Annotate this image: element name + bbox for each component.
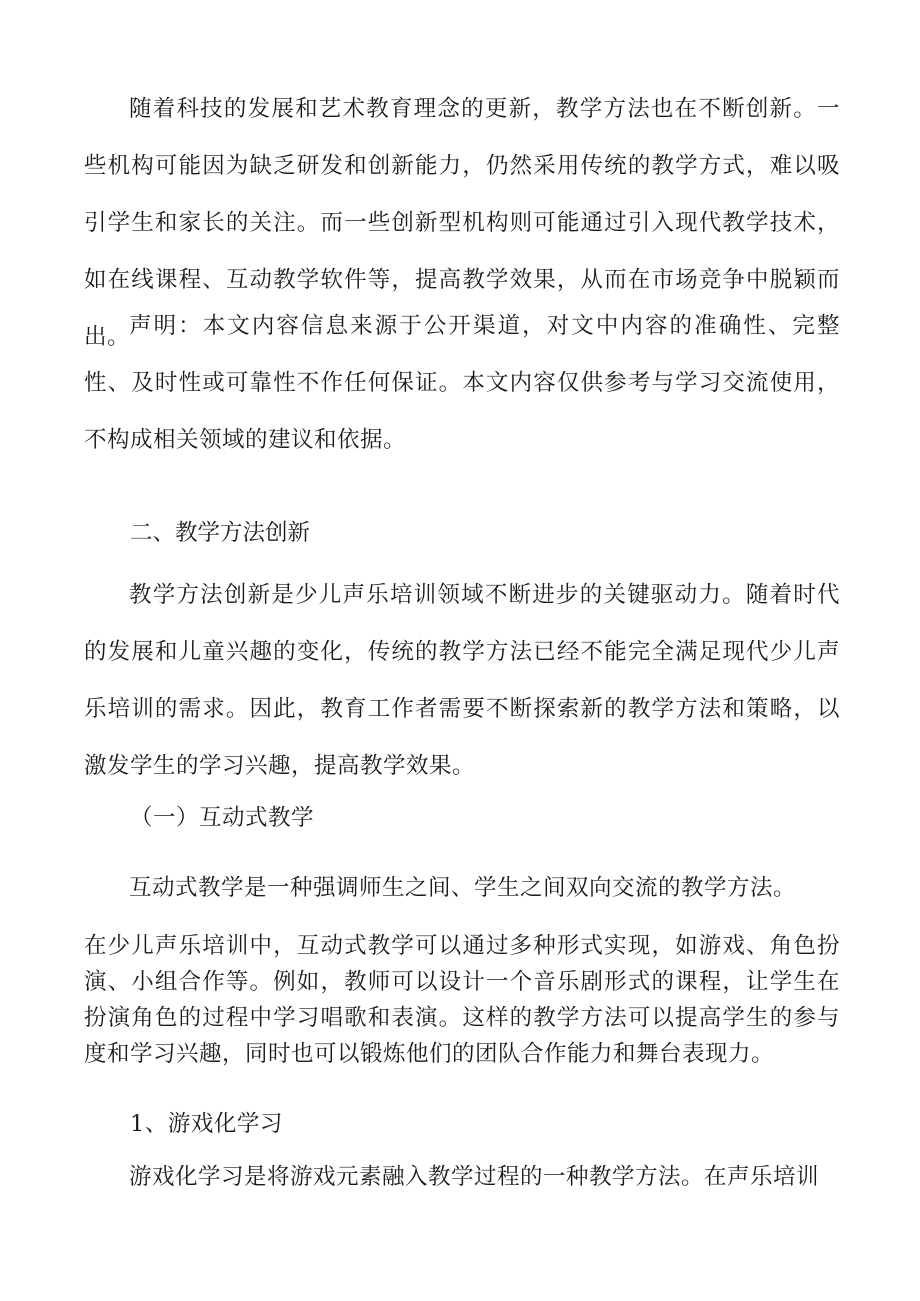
item-heading-gamified-learning: 1、游戏化学习	[130, 1111, 283, 1137]
paragraph-disclaimer: 声明：本文内容信息来源于公开渠道，对文中内容的准确性、完整性、及时性或可靠性不作任何保证。本文内容仅供参考与学习交流使用，不构成相关领域的建议和依据。	[84, 313, 840, 453]
subsection-heading-interactive-teaching: （一）互动式教学	[130, 805, 315, 831]
section-heading-teaching-innovation: 二、教学方法创新	[130, 520, 311, 546]
paragraph-interactive-examples: 在少儿声乐培训中，互动式教学可以通过多种形式实现，如游戏、角色扮演、小组合作等。例如，教师可以设计一个音乐剧形式的课程，让学生在扮演角色的过程中学习唱歌和表演。这样的教学方法可以提高学生的参与度和学习兴趣，同时也可以锻炼他们的团队合作能力和舞台表现力。	[84, 933, 840, 1067]
paragraph-gamified-learning: 游戏化学习是将游戏元素融入教学过程的一种教学方法。在声乐培训	[129, 1164, 820, 1190]
paragraph-teaching-innovation-intro: 教学方法创新是少儿声乐培训领域不断进步的关键驱动力。随着时代的发展和儿童兴趣的变化，传统的教学方法已经不能完全满足现代少儿声乐培训的需求。因此，教育工作者需要不断探索新的教学方法和策略，以激发学生的学习兴趣，提高教学效果。	[84, 582, 840, 779]
paragraph-interactive-definition: 互动式教学是一种强调师生之间、学生之间双向交流的教学方法。	[129, 875, 797, 901]
paragraph-tech-innovation: 随着科技的发展和艺术教育理念的更新，教学方法也在不断创新。一些机构可能因为缺乏研发和创新能力，仍然采用传统的教学方式，难以吸引学生和家长的关注。而一些创新型机构则可能通过引入现代教学技术，如在线课程、互动教学软件等，提高教学效果，从而在市场竞争中脱颖而出。	[84, 96, 840, 350]
